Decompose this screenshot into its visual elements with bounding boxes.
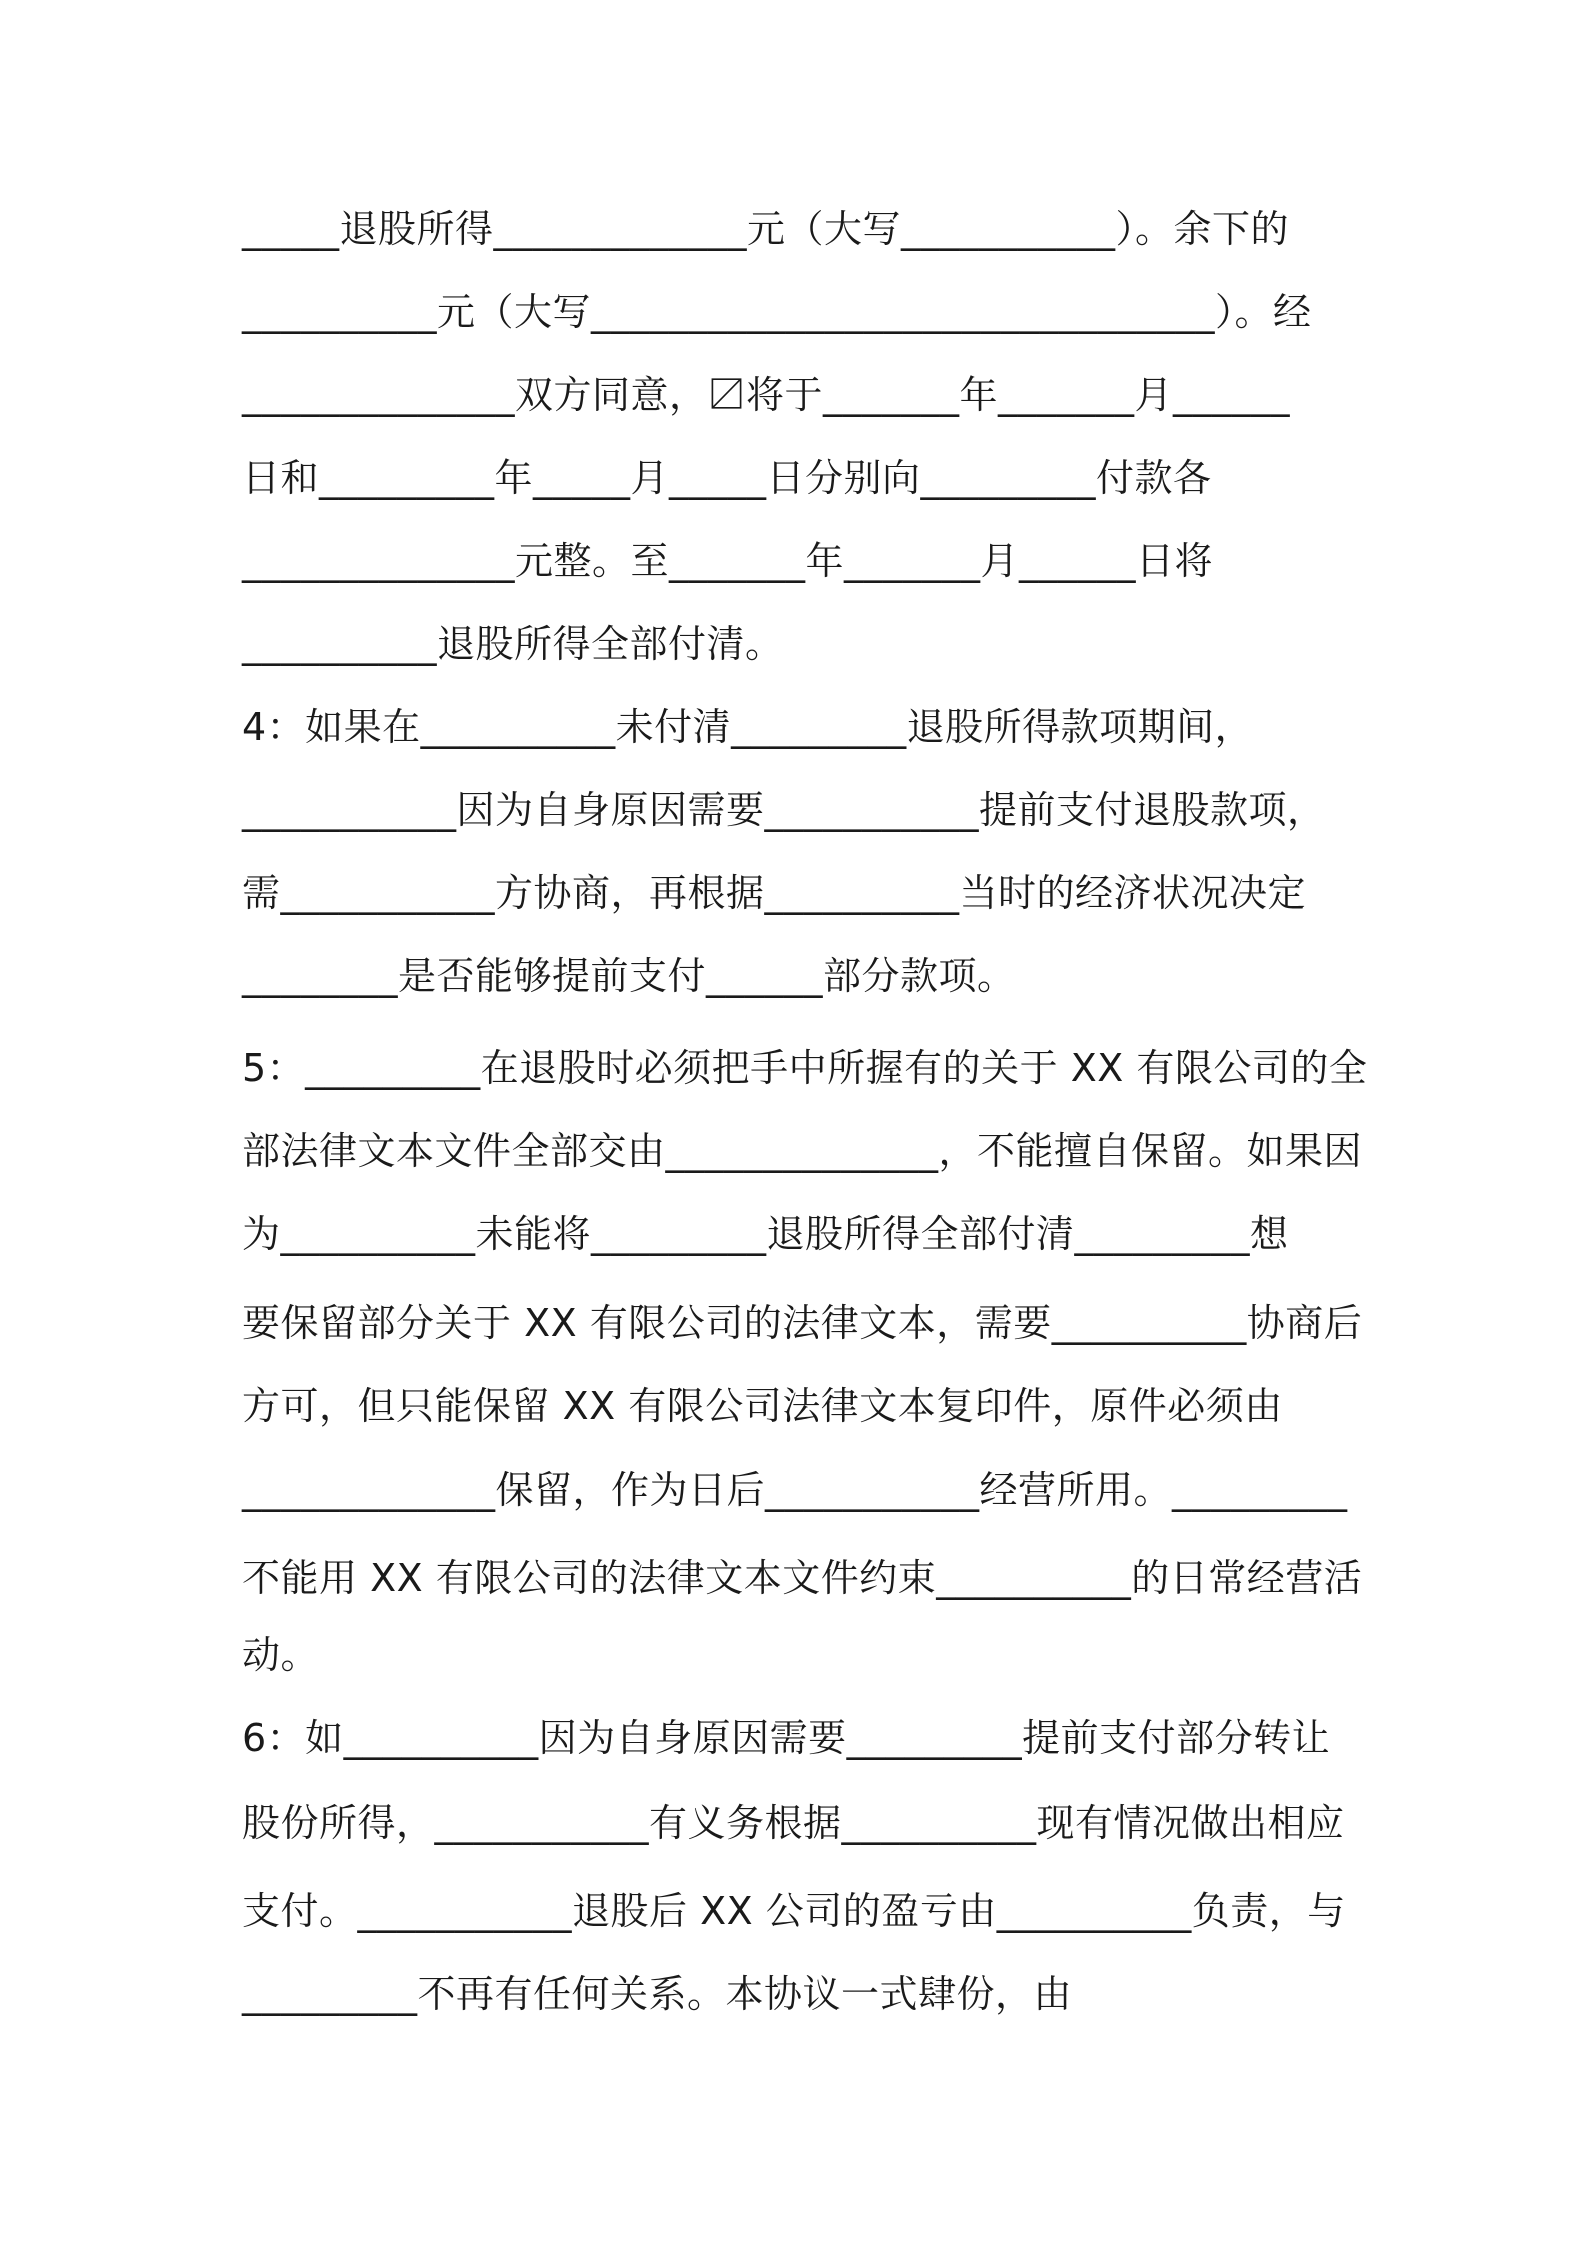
text-line: 需___________方协商，再根据__________当时的经济状况决定	[242, 871, 1307, 915]
text-line: ______________元整。至_______年_______月______日将	[242, 539, 1214, 583]
text-line: 支付。___________退股后 XX 公司的盈亏由__________负责，与	[242, 1889, 1346, 1933]
text-line: 股份所得，___________有义务根据__________现有情况做出相应	[242, 1801, 1345, 1845]
text-line: _____退股所得_____________元（大写___________）。余下的	[242, 207, 1290, 251]
text-line: 为__________未能将_________退股所得全部付清_________想	[242, 1212, 1289, 1256]
text-line: 动。	[242, 1633, 320, 1677]
paragraph-6-start: 6：如__________因为自身原因需要_________提前支付部分转让	[242, 1716, 1331, 1760]
text-line: 方可，但只能保留 XX 有限公司法律文本复印件，原件必须由	[242, 1384, 1283, 1428]
text-line: _____________保留，作为日后___________经营所用。_________	[242, 1468, 1348, 1512]
text-line: 部法律文本文件全部交由______________，不能擅自保留。如果因	[242, 1129, 1363, 1173]
text-line: __________元（大写________________________________）。经	[242, 290, 1312, 334]
text-line: __________退股所得全部付清。	[242, 622, 784, 666]
text-line: _________不再有任何关系。本协议一式肆份，由	[242, 1972, 1073, 2016]
text-line: 日和_________年_____月_____日分别向_________付款各	[242, 456, 1212, 500]
paragraph-4-start: 4：如果在__________未付清_________退股所得款项期间，	[242, 705, 1254, 749]
text-line: ___________因为自身原因需要___________提前支付退股款项，	[242, 788, 1326, 832]
text-line: ______________双方同意，〼将于_______年_______月______	[242, 373, 1291, 417]
text-line: 不能用 XX 有限公司的法律文本文件约束__________的日常经营活	[242, 1556, 1363, 1600]
text-line: ________是否能够提前支付______部分款项。	[242, 954, 1016, 998]
text-line: 要保留部分关于 XX 有限公司的法律文本，需要__________协商后	[242, 1301, 1363, 1345]
paragraph-5-start: 5：_________在退股时必须把手中所握有的关于 XX 有限公司的全	[242, 1046, 1368, 1090]
